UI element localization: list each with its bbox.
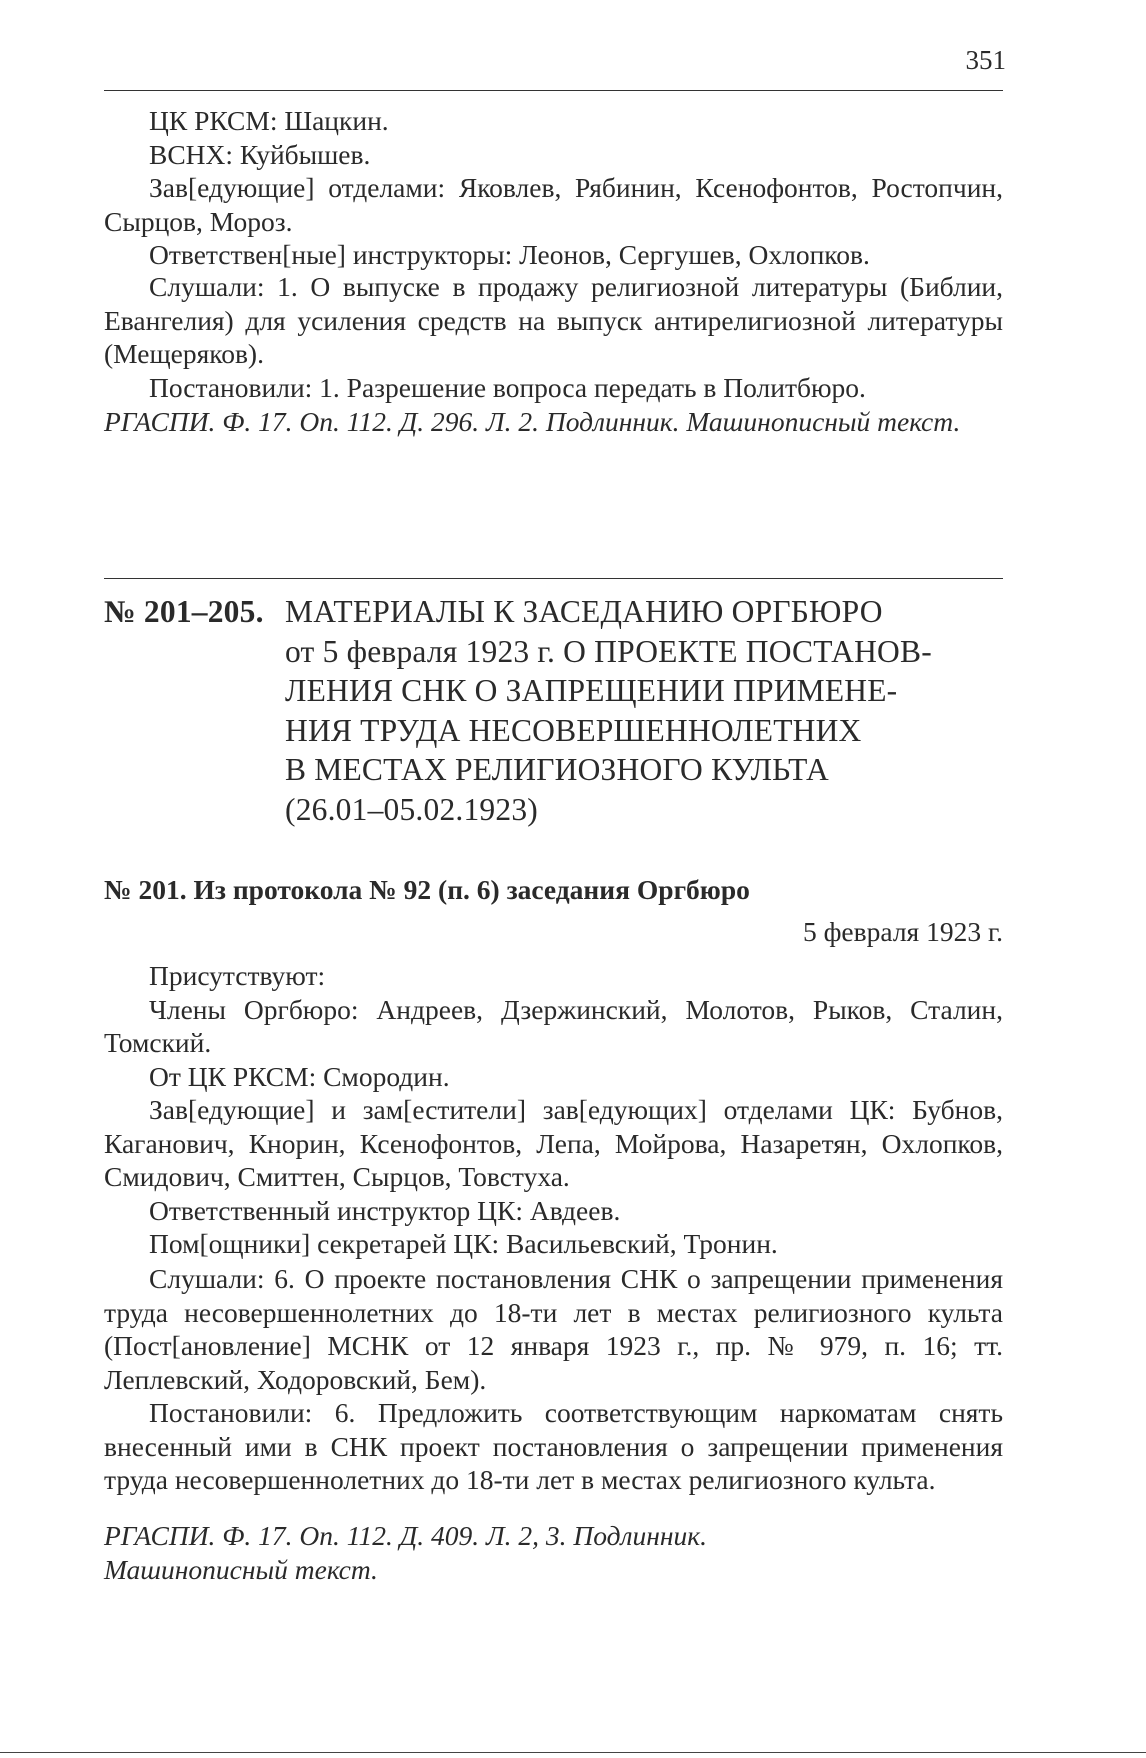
attendee-line: Члены Оргбюро: Андреев, Дзержинский, Молотов, Рыков, Сталин, Томский.: [104, 993, 1003, 1058]
section-rule: [104, 578, 1003, 579]
section-title: [285, 592, 932, 829]
previous-document-tail: [104, 104, 1003, 272]
section-title-line: от 5 февраля 1923 г. О ПРОЕКТЕ ПОСТАНОВ-: [285, 633, 932, 669]
attendee-line: Зав[едующие] отделами: Яковлев, Рябинин, Ксенофонтов, Ростопчин, Сырцов, Мороз.: [104, 172, 1003, 237]
previous-resolution: [104, 270, 1003, 404]
header-rule: [104, 90, 1003, 91]
attendee-line: Пом[ощники] секретарей ЦК: Васильевский, Тронин.: [149, 1228, 778, 1259]
section-title-line: (26.01–05.02.1923): [285, 791, 538, 827]
listened-paragraph: Слушали: 6. О проекте постановления СНК о запрещении применения труда несовершеннолетних до 18-ти лет в местах религиозного культа (Пост[ановление] МСНК от 12 января 1923 г., пр. № 979, п. 16; тт. Леплевский, Ходоровский, Бем).: [104, 1263, 1003, 1395]
section-number: № 201–205.: [104, 594, 264, 629]
archive-source: [104, 1519, 1003, 1586]
document-title: № 201. Из протокола № 92 (п. 6) заседания Оргбюро: [104, 874, 750, 905]
source-line: РГАСПИ. Ф. 17. Оп. 112. Д. 409. Л. 2, 3. Подлинник.: [104, 1520, 708, 1551]
attendee-line: Ответствен[ные] инструкторы: Леонов, Сергушев, Охлопков.: [149, 239, 870, 270]
attendance-list: [104, 959, 1003, 1261]
archive-source: РГАСПИ. Ф. 17. Оп. 112. Д. 296. Л. 2. Подлинник. Машинописный текст.: [104, 406, 961, 437]
footer-rule: [0, 1752, 1146, 1753]
decided-paragraph: Постановили: 1. Разрешение вопроса передать в Политбюро.: [149, 371, 866, 403]
page-number: 351: [965, 45, 1006, 75]
section-title-line: В МЕСТАХ РЕЛИГИОЗНОГО КУЛЬТА: [285, 752, 829, 787]
source-line: Машинописный текст.: [104, 1553, 378, 1585]
document-date: 5 февраля 1923 г.: [802, 916, 1003, 947]
resolution: [104, 1262, 1003, 1497]
attendee-line: От ЦК РКСМ: Смородин.: [149, 1060, 450, 1092]
attendee-line: ЦК РКСМ: Шацкин.: [149, 105, 389, 136]
section-title-line: НИЯ ТРУДА НЕСОВЕРШЕННОЛЕТНИХ: [285, 712, 862, 748]
attendee-line: Ответственный инструктор ЦК: Авдеев.: [149, 1194, 621, 1226]
section-title-line: МАТЕРИАЛЫ К ЗАСЕДАНИЮ ОРГБЮРО: [285, 594, 883, 629]
present-label: Присутствуют:: [149, 960, 326, 991]
listened-paragraph: Слушали: 1. О выпуске в продажу религиозной литературы (Библии, Евангелия) для усиления средств на выпуск антирелигиозной литературы (Мещеряков).: [104, 271, 1003, 369]
decided-paragraph: Постановили: 6. Предложить соответствующим наркоматам снять внесенный ими в СНК проект постановления о запрещении применения труда несовершеннолетних до 18-ти лет в местах религиозного культа.: [104, 1397, 1003, 1495]
attendee-line: ВСНХ: Куйбышев.: [149, 138, 371, 170]
section-title-line: ЛЕНИЯ СНК О ЗАПРЕЩЕНИИ ПРИМЕНЕ-: [285, 673, 898, 708]
attendee-line: Зав[едующие] и зам[естители] зав[едующих] отделами ЦК: Бубнов, Каганович, Кнорин, Ксенофонтов, Лепа, Мойрова, Назаретян, Охлопков, Смидович, Смиттен, Сырцов, Товстуха.: [104, 1094, 1003, 1192]
